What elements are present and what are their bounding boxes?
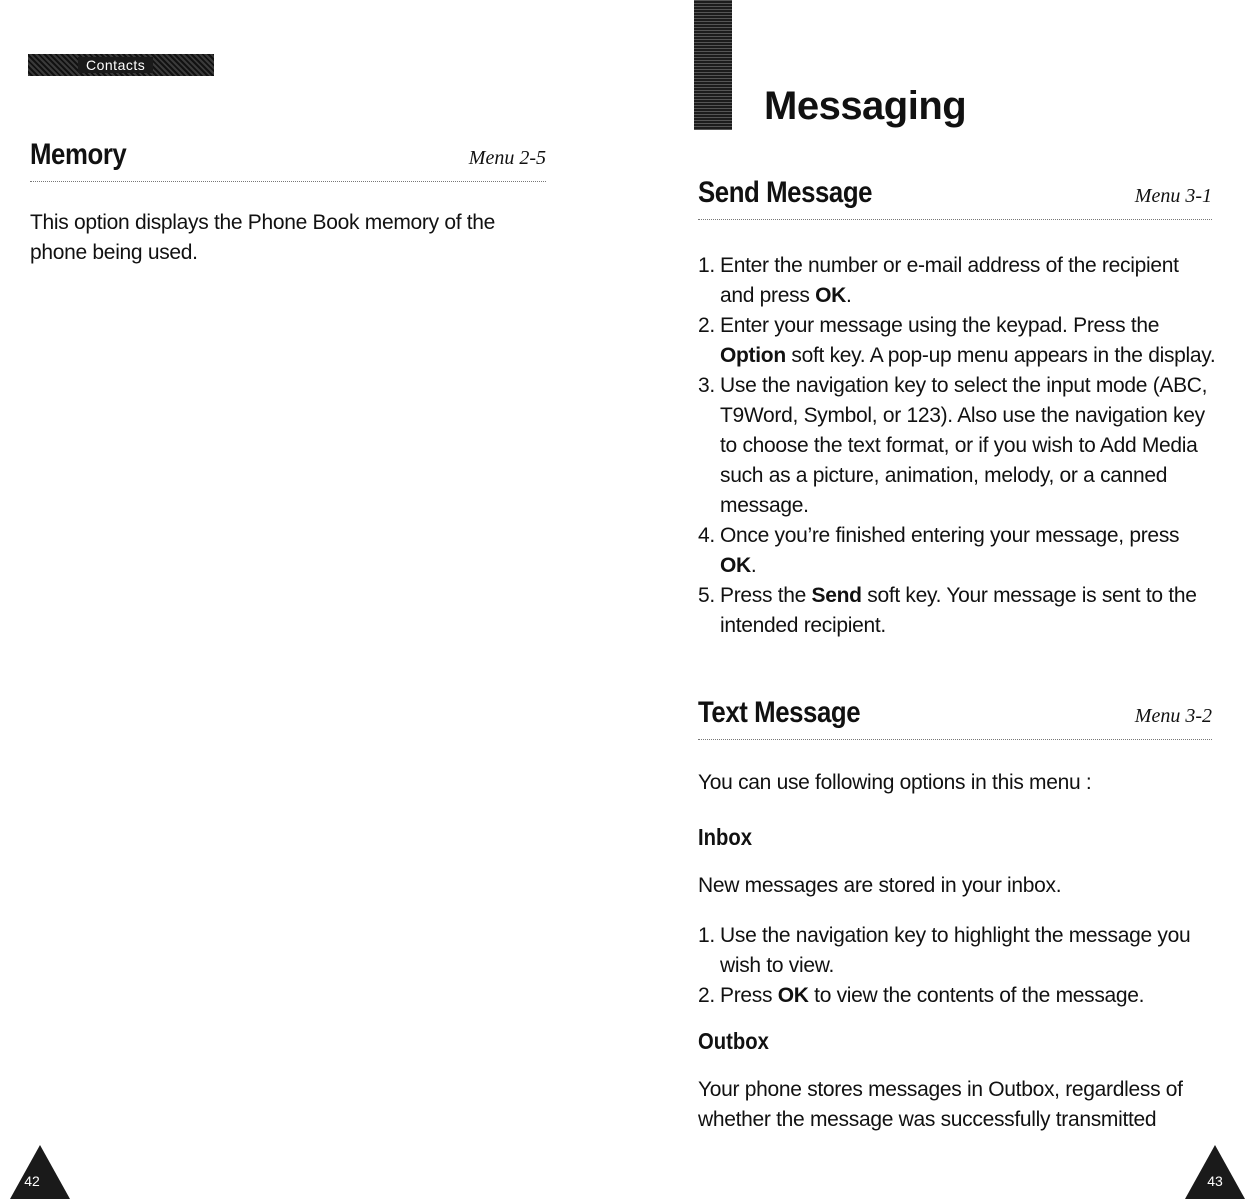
step-text [720,921,1218,981]
inbox-heading: Inbox [698,824,752,850]
list-item [698,981,1218,1011]
list-item [698,921,1218,981]
step-key-term: Send [811,584,862,607]
step-number: 3. [698,374,715,397]
left-page [0,0,600,1199]
memory-menu-ref: Menu 2-5 [468,147,546,169]
list-item [698,251,1218,311]
text-message-intro: You can use following options in this menu : [698,771,1092,794]
step-text [720,981,1218,1011]
step-key-term: Option [720,344,786,367]
text-message-rule [698,739,1212,740]
step-number: 5. [698,584,715,607]
step-number: 2. [698,984,715,1007]
step-number: 2. [698,314,715,337]
section-tab-label: Contacts [78,57,153,73]
text-message-menu-ref: Menu 3-2 [1134,705,1212,727]
step-text-part: Enter the number or e-mail address of the recipient and press [720,254,1179,307]
outbox-heading: Outbox [698,1028,769,1054]
send-message-heading-row [698,176,1212,210]
page-number-marker-right [1185,1145,1245,1199]
list-item [698,581,1218,641]
page-number-marker-left [10,1145,70,1199]
step-key-term: OK [815,284,846,307]
inbox-body: New messages are stored in your inbox. [698,874,1062,897]
step-text-part: Press the [720,584,812,607]
list-item [698,311,1218,371]
step-text [720,521,1218,581]
step-key-term: OK [720,554,751,577]
step-text-part: . [845,284,852,307]
step-text-part: Once you’re finished entering your message, press [720,524,1180,547]
memory-rule [30,181,546,182]
step-text-part: soft key. Your message is sent to the intended recipient. [720,584,1197,637]
step-text-part: soft key. A pop-up menu appears in the display. [785,344,1216,367]
send-message-heading: Send Message [698,176,873,209]
text-message-heading: Text Message [698,696,861,729]
memory-heading: Memory [30,138,127,171]
step-number: 4. [698,524,715,547]
right-page [620,0,1245,1199]
step-text-part: . [750,554,757,577]
step-text [720,311,1218,371]
send-message-rule [698,219,1212,220]
chapter-title: Messaging [764,84,967,128]
outbox-body: Your phone stores messages in Outbox, regardless of whether the message was successfully transmitted [698,1078,1183,1131]
memory-body: This option displays the Phone Book memory of the phone being used. [30,211,496,264]
step-key-term: OK [777,984,809,1007]
list-item [698,521,1218,581]
step-text [720,581,1218,641]
list-item [698,371,1218,521]
step-number: 1. [698,254,715,277]
page-number-right: 43 [1207,1173,1223,1189]
chapter-block [694,0,732,130]
section-tab [28,54,214,76]
send-message-menu-ref: Menu 3-1 [1134,185,1212,207]
inbox-steps [698,921,1218,1011]
memory-heading-row [30,138,546,172]
step-text-part: to view the contents of the message. [808,984,1145,1007]
step-number: 1. [698,924,715,947]
step-text [720,371,1218,521]
step-text-part: Use the navigation key to select the input mode (ABC, T9Word, Symbol, or 123). Also use the navigation key to choose the text format, or if you wish to Add Media such as a picture, animation, melody, or a canned message. [720,374,1208,517]
step-text [720,251,1218,311]
page-number-left: 42 [24,1173,40,1189]
step-text-part: Use the navigation key to highlight the message you wish to view. [720,924,1191,977]
step-text-part: Press [720,984,778,1007]
send-message-steps [698,251,1218,641]
text-message-heading-row [698,696,1212,730]
step-text-part: Enter your message using the keypad. Press the [720,314,1160,337]
